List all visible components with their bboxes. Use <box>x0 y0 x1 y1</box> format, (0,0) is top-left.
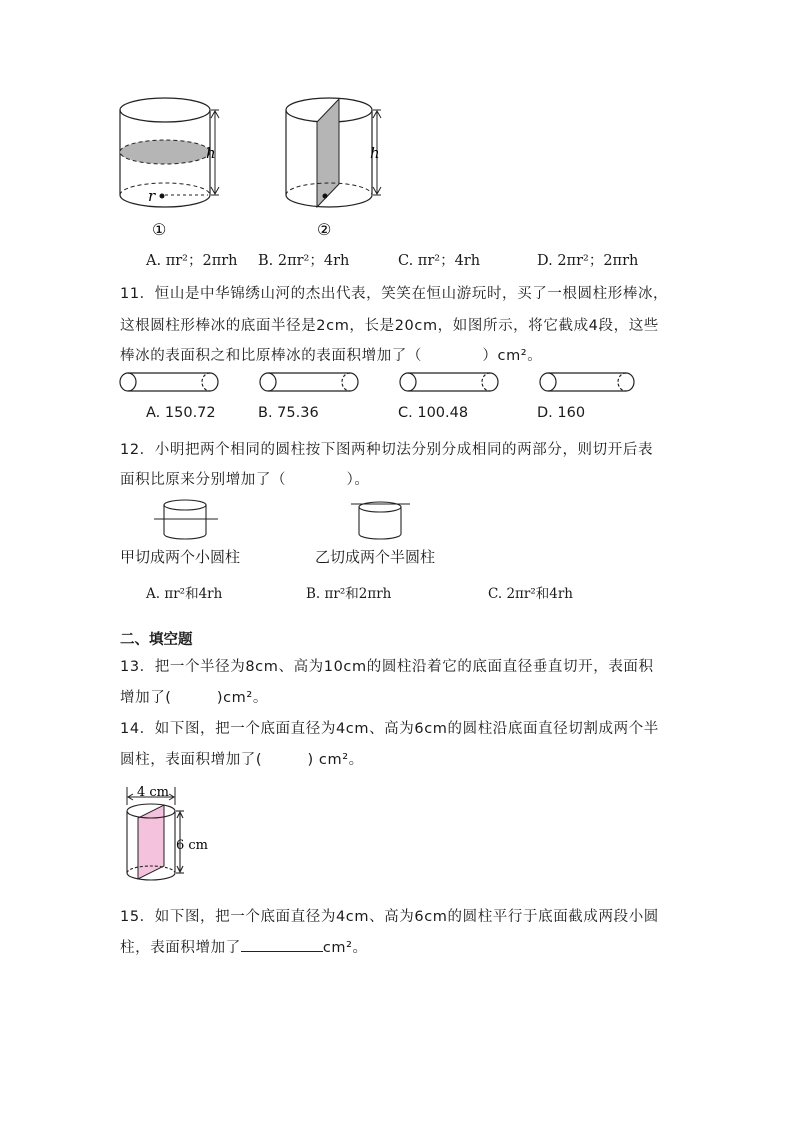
q10-figure-2 <box>272 92 402 242</box>
radius-label: r <box>148 187 156 205</box>
q11-option-c[interactable]: C. 100.48 <box>398 405 469 421</box>
q12-text-line1: 12．小明把两个相同的圆柱按下图两种切法分别分成相同的两部分，则切开后表 <box>120 442 654 458</box>
cross-section-shade <box>120 140 210 164</box>
q10-figure-1 <box>105 92 235 242</box>
q11-text-line3: 棒冰的表面积之和比原棒冰的表面积增加了（ ）cm²。 <box>120 348 543 364</box>
figure-number: ② <box>317 220 332 239</box>
q10-option-c[interactable]: C. πr²；4rh <box>398 253 481 269</box>
height-label: h <box>206 144 216 162</box>
q14-text-line2: 圆柱，表面积增加了( ) cm²。 <box>120 752 364 768</box>
answer-blank[interactable] <box>241 937 323 952</box>
q10-option-b[interactable]: B. 2πr²；4rh <box>258 253 350 269</box>
figure-number: ① <box>152 220 167 239</box>
q11-option-d[interactable]: D. 160 <box>537 405 586 421</box>
q14-figure <box>118 783 238 893</box>
q11-text-line1: 11．恒山是中华锦绣山河的杰出代表，笑笑在恒山游玩时，买了一根圆柱形棒冰， <box>120 286 669 302</box>
q11-text-line2: 这根圆柱形棒冰的底面半径是2cm，长是20cm，如图所示，将它截成4段，这些 <box>120 318 659 334</box>
q13-text-line2: 增加了( )cm²。 <box>120 690 268 706</box>
q12-text-line2: 面积比原来分别增加了（ ）。 <box>120 472 370 488</box>
height-label: 6 cm <box>176 838 209 853</box>
q15-text-line2: 柱，表面积增加了 cm²。 <box>120 936 368 957</box>
q11-popsicle-pieces <box>118 370 648 394</box>
cut-face-shade <box>138 805 164 879</box>
section-title: 二、填空题 <box>120 632 193 648</box>
q12-caption-yi: 乙切成两个半圆柱 <box>315 548 436 566</box>
q14-text-line1: 14．如下图，把一个底面直径为4cm、高为6cm的圆柱沿底面直径切割成两个半 <box>120 721 659 737</box>
vertical-section-shade <box>317 99 339 207</box>
q11-option-b[interactable]: B. 75.36 <box>258 405 319 421</box>
q10-option-a[interactable]: A. πr²；2πrh <box>146 253 238 269</box>
q10-option-d[interactable]: D. 2πr²；2πrh <box>537 253 639 269</box>
height-label: h <box>370 144 380 162</box>
q15-text-line1: 15．如下图，把一个底面直径为4cm、高为6cm的圆柱平行于底面截成两段小圆 <box>120 909 659 925</box>
width-label: 4 cm <box>137 785 170 800</box>
q13-text-line1: 13．把一个半径为8cm、高为10cm的圆柱沿着它的底面直径垂直切开，表面积 <box>120 659 654 675</box>
q12-option-b[interactable]: B. πr²和2πrh <box>306 586 392 602</box>
q12-option-c[interactable]: C. 2πr²和4rh <box>488 586 574 602</box>
q12-option-a[interactable]: A. πr²和4rh <box>146 586 223 602</box>
q12-caption-jia: 甲切成两个小圆柱 <box>120 548 241 566</box>
q12-figure-jia <box>150 496 230 546</box>
q12-figure-yi <box>345 496 425 546</box>
q11-option-a[interactable]: A. 150.72 <box>146 405 216 421</box>
